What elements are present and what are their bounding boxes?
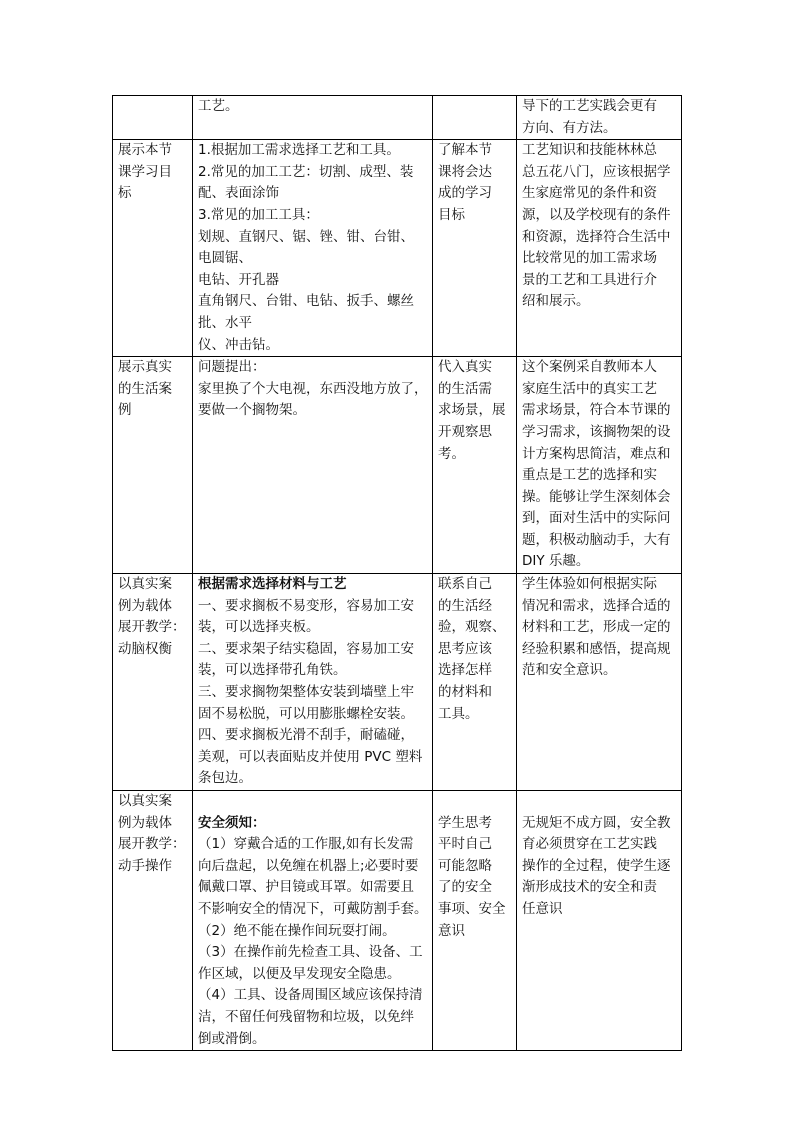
intent-line: 比较常见的加工需求场 (522, 250, 657, 267)
stage-line: 展示真实 (118, 359, 172, 376)
stage-line: 标 (118, 185, 132, 202)
intent-line: 无规矩不成方圆，安全教 (522, 814, 671, 831)
student-line: 选择怎样 (438, 662, 492, 679)
content-cell (193, 791, 433, 1051)
content-line: 倒或滑倒。 (198, 1030, 266, 1047)
student-line: 开观察思 (438, 423, 492, 440)
stage-cell (113, 574, 193, 791)
content-line: 电钻、开孔器 (198, 271, 279, 288)
student-line: 意识 (438, 922, 465, 939)
content-line: 要做一个搁物架。 (198, 402, 306, 419)
student-line: 工具。 (438, 705, 479, 722)
content-line: 一、要求搁板不易变形，容易加工安 (198, 597, 414, 614)
content-line: 2.常见的加工工艺：切割、成型、装 (198, 163, 414, 180)
student-line: 联系自己 (438, 576, 492, 593)
stage-cell (113, 140, 193, 357)
stage-line: 展示本节 (118, 142, 172, 159)
intent-line: 总五花八门，应该根据学 (522, 163, 671, 180)
design-intent-cell (517, 140, 682, 357)
content-line: （2）绝不能在操作间玩耍打闹。 (198, 922, 396, 939)
content-title: 根据需求选择材料与工艺 (198, 576, 347, 593)
intent-line: 生家庭常见的条件和资 (522, 185, 657, 202)
content-line: 二、要求架子结实稳固，容易加工安 (198, 640, 414, 657)
intent-line: 学生体验如何根据实际 (522, 576, 657, 593)
intent-line: 题，积极动脑动手，大有 (522, 531, 671, 548)
intent-line: 源，以及学校现有的条件 (522, 206, 671, 223)
intent-line: 家庭生活中的真实工艺 (522, 380, 657, 397)
lesson-plan-table (112, 95, 682, 1051)
intent-line: 材料和工艺，形成一定的 (522, 619, 671, 636)
intent-line: 和资源，选择符合生活中 (522, 228, 671, 245)
student-line: 考。 (438, 445, 465, 462)
table-row (113, 140, 682, 357)
blank-line (198, 791, 428, 813)
student-line: 可能忽略 (438, 857, 492, 874)
blank-line (438, 791, 512, 813)
stage-line: 例 (118, 402, 132, 419)
content-title: 安全须知： (198, 814, 266, 831)
content-line: 家里换了个大电视，东西没地方放了， (198, 380, 428, 397)
student-line: 目标 (438, 206, 465, 223)
content-line: （3）在操作前先检查工具、设备、工 (198, 944, 423, 961)
intent-line: 重点是工艺的选择和实 (522, 467, 657, 484)
content-line: 3.常见的加工工具： (198, 206, 319, 223)
table-row (113, 96, 682, 140)
student-activity-cell (433, 96, 517, 140)
content-line: 三、要求搁物架整体安装到墙壁上牢 (198, 684, 414, 701)
table-row (113, 574, 682, 791)
content-cell (193, 140, 433, 357)
student-activity-cell (433, 140, 517, 357)
content-line: （4）工具、设备周围区域应该保持清 (198, 987, 423, 1004)
intent-line: 范和安全意识。 (522, 662, 617, 679)
student-activity-cell (433, 574, 517, 791)
intent-line: 计方案构思简洁，难点和 (522, 445, 671, 462)
content-cell (193, 357, 433, 574)
stage-cell (113, 791, 193, 1051)
stage-line: 动手操作 (118, 857, 172, 874)
table-row (113, 791, 682, 1051)
design-intent-cell (517, 357, 682, 574)
content-line: 四、要求搁板光滑不刮手，耐磕碰， (198, 727, 414, 744)
intent-line: 育必须贯穿在工艺实践 (522, 836, 657, 853)
student-line: 验，观察、 (438, 619, 506, 636)
student-line: 课将会达 (438, 163, 492, 180)
student-line: 求场景，展 (438, 402, 506, 419)
content-line: （1）穿戴合适的工作服,如有长发需 (198, 836, 414, 853)
stage-line: 展开教学： (118, 619, 186, 636)
intent-line: 工艺知识和技能林林总 (522, 142, 657, 159)
intent-line: 导下的工艺实践会更有 (522, 98, 657, 114)
content-line: 装，可以选择夹板。 (198, 619, 320, 636)
content-line: 美观，可以表面贴皮并使用 PVC 塑料 (198, 748, 423, 765)
intent-line: 景的工艺和工具进行介 (522, 271, 657, 288)
intent-line: 需求场景，符合本节课的 (522, 402, 671, 419)
stage-line: 以真实案 (118, 793, 172, 809)
intent-line: 任意识 (522, 900, 563, 917)
content-line: 固不易松脱，可以用膨胀螺栓安装。 (198, 705, 414, 722)
intent-line: 方向、有方法。 (522, 119, 617, 136)
stage-line: 动脑权衡 (118, 640, 172, 657)
content-line: 批、水平 (198, 314, 252, 331)
student-line: 的生活需 (438, 380, 492, 397)
content-line: 工艺。 (198, 98, 239, 114)
intent-line: 操。能够让学生深刻体会 (522, 488, 671, 505)
content-line: 不影响安全的情况下，可戴防割手套。 (198, 900, 428, 917)
student-line: 思考应该 (438, 640, 492, 657)
content-line: 佩戴口罩、护目镜或耳罩。如需要且 (198, 879, 414, 896)
intent-line: DIY 乐趣。 (522, 553, 590, 570)
table-row (113, 357, 682, 574)
intent-line: 情况和需求，选择合适的 (522, 597, 671, 614)
stage-line: 的生活案 (118, 380, 172, 397)
content-line: 问题提出： (198, 359, 266, 376)
stage-line: 展开教学： (118, 836, 186, 853)
content-line: 仪、冲击钻。 (198, 336, 279, 353)
stage-line: 以真实案 (118, 576, 172, 593)
content-line: 洁，不留任何残留物和垃圾，以免绊 (198, 1008, 414, 1025)
stage-line: 例为载体 (118, 597, 172, 614)
intent-line: 绍和展示。 (522, 293, 590, 310)
student-activity-cell (433, 357, 517, 574)
stage-cell (113, 96, 193, 140)
student-activity-cell (433, 791, 517, 1051)
design-intent-cell (517, 791, 682, 1051)
content-line: 划规、直钢尺、锯、锉、钳、台钳、 (198, 228, 414, 245)
content-line: 直角钢尺、台钳、电钻、扳手、螺丝 (198, 293, 414, 310)
stage-cell (113, 357, 193, 574)
stage-line: 例为载体 (118, 814, 172, 831)
student-line: 的生活经 (438, 597, 492, 614)
student-line: 事项、安全 (438, 900, 506, 917)
student-line: 学生思考 (438, 814, 492, 831)
content-line: 配、表面涂饰 (198, 185, 279, 202)
intent-line: 操作的全过程，使学生逐 (522, 857, 671, 874)
content-line: 条包边。 (198, 770, 252, 787)
student-line: 的材料和 (438, 684, 492, 701)
content-cell (193, 574, 433, 791)
content-line: 装，可以选择带孔角铁。 (198, 662, 347, 679)
design-intent-cell (517, 574, 682, 791)
student-line: 代入真实 (438, 359, 492, 376)
blank-line (522, 791, 677, 813)
content-line: 向后盘起，以免缠在机器上;必要时要 (198, 857, 419, 874)
student-line: 了的安全 (438, 879, 492, 896)
intent-line: 渐形成技术的安全和责 (522, 879, 657, 896)
stage-line: 课学习目 (118, 163, 172, 180)
intent-line: 学习需求，该搁物架的设 (522, 423, 671, 440)
content-line: 作区域，以便及早发现安全隐患。 (198, 965, 401, 982)
student-line: 平时自己 (438, 836, 492, 853)
intent-line: 到，面对生活中的实际问 (522, 510, 671, 527)
student-line: 成的学习 (438, 185, 492, 202)
student-line: 了解本节 (438, 142, 492, 159)
content-line: 1.根据加工需求选择工艺和工具。 (198, 142, 400, 159)
intent-line: 这个案例采自教师本人 (522, 359, 657, 376)
design-intent-cell (517, 96, 682, 140)
intent-line: 经验积累和感悟，提高规 (522, 640, 671, 657)
content-cell (193, 96, 433, 140)
content-line: 电圆锯、 (198, 250, 252, 267)
